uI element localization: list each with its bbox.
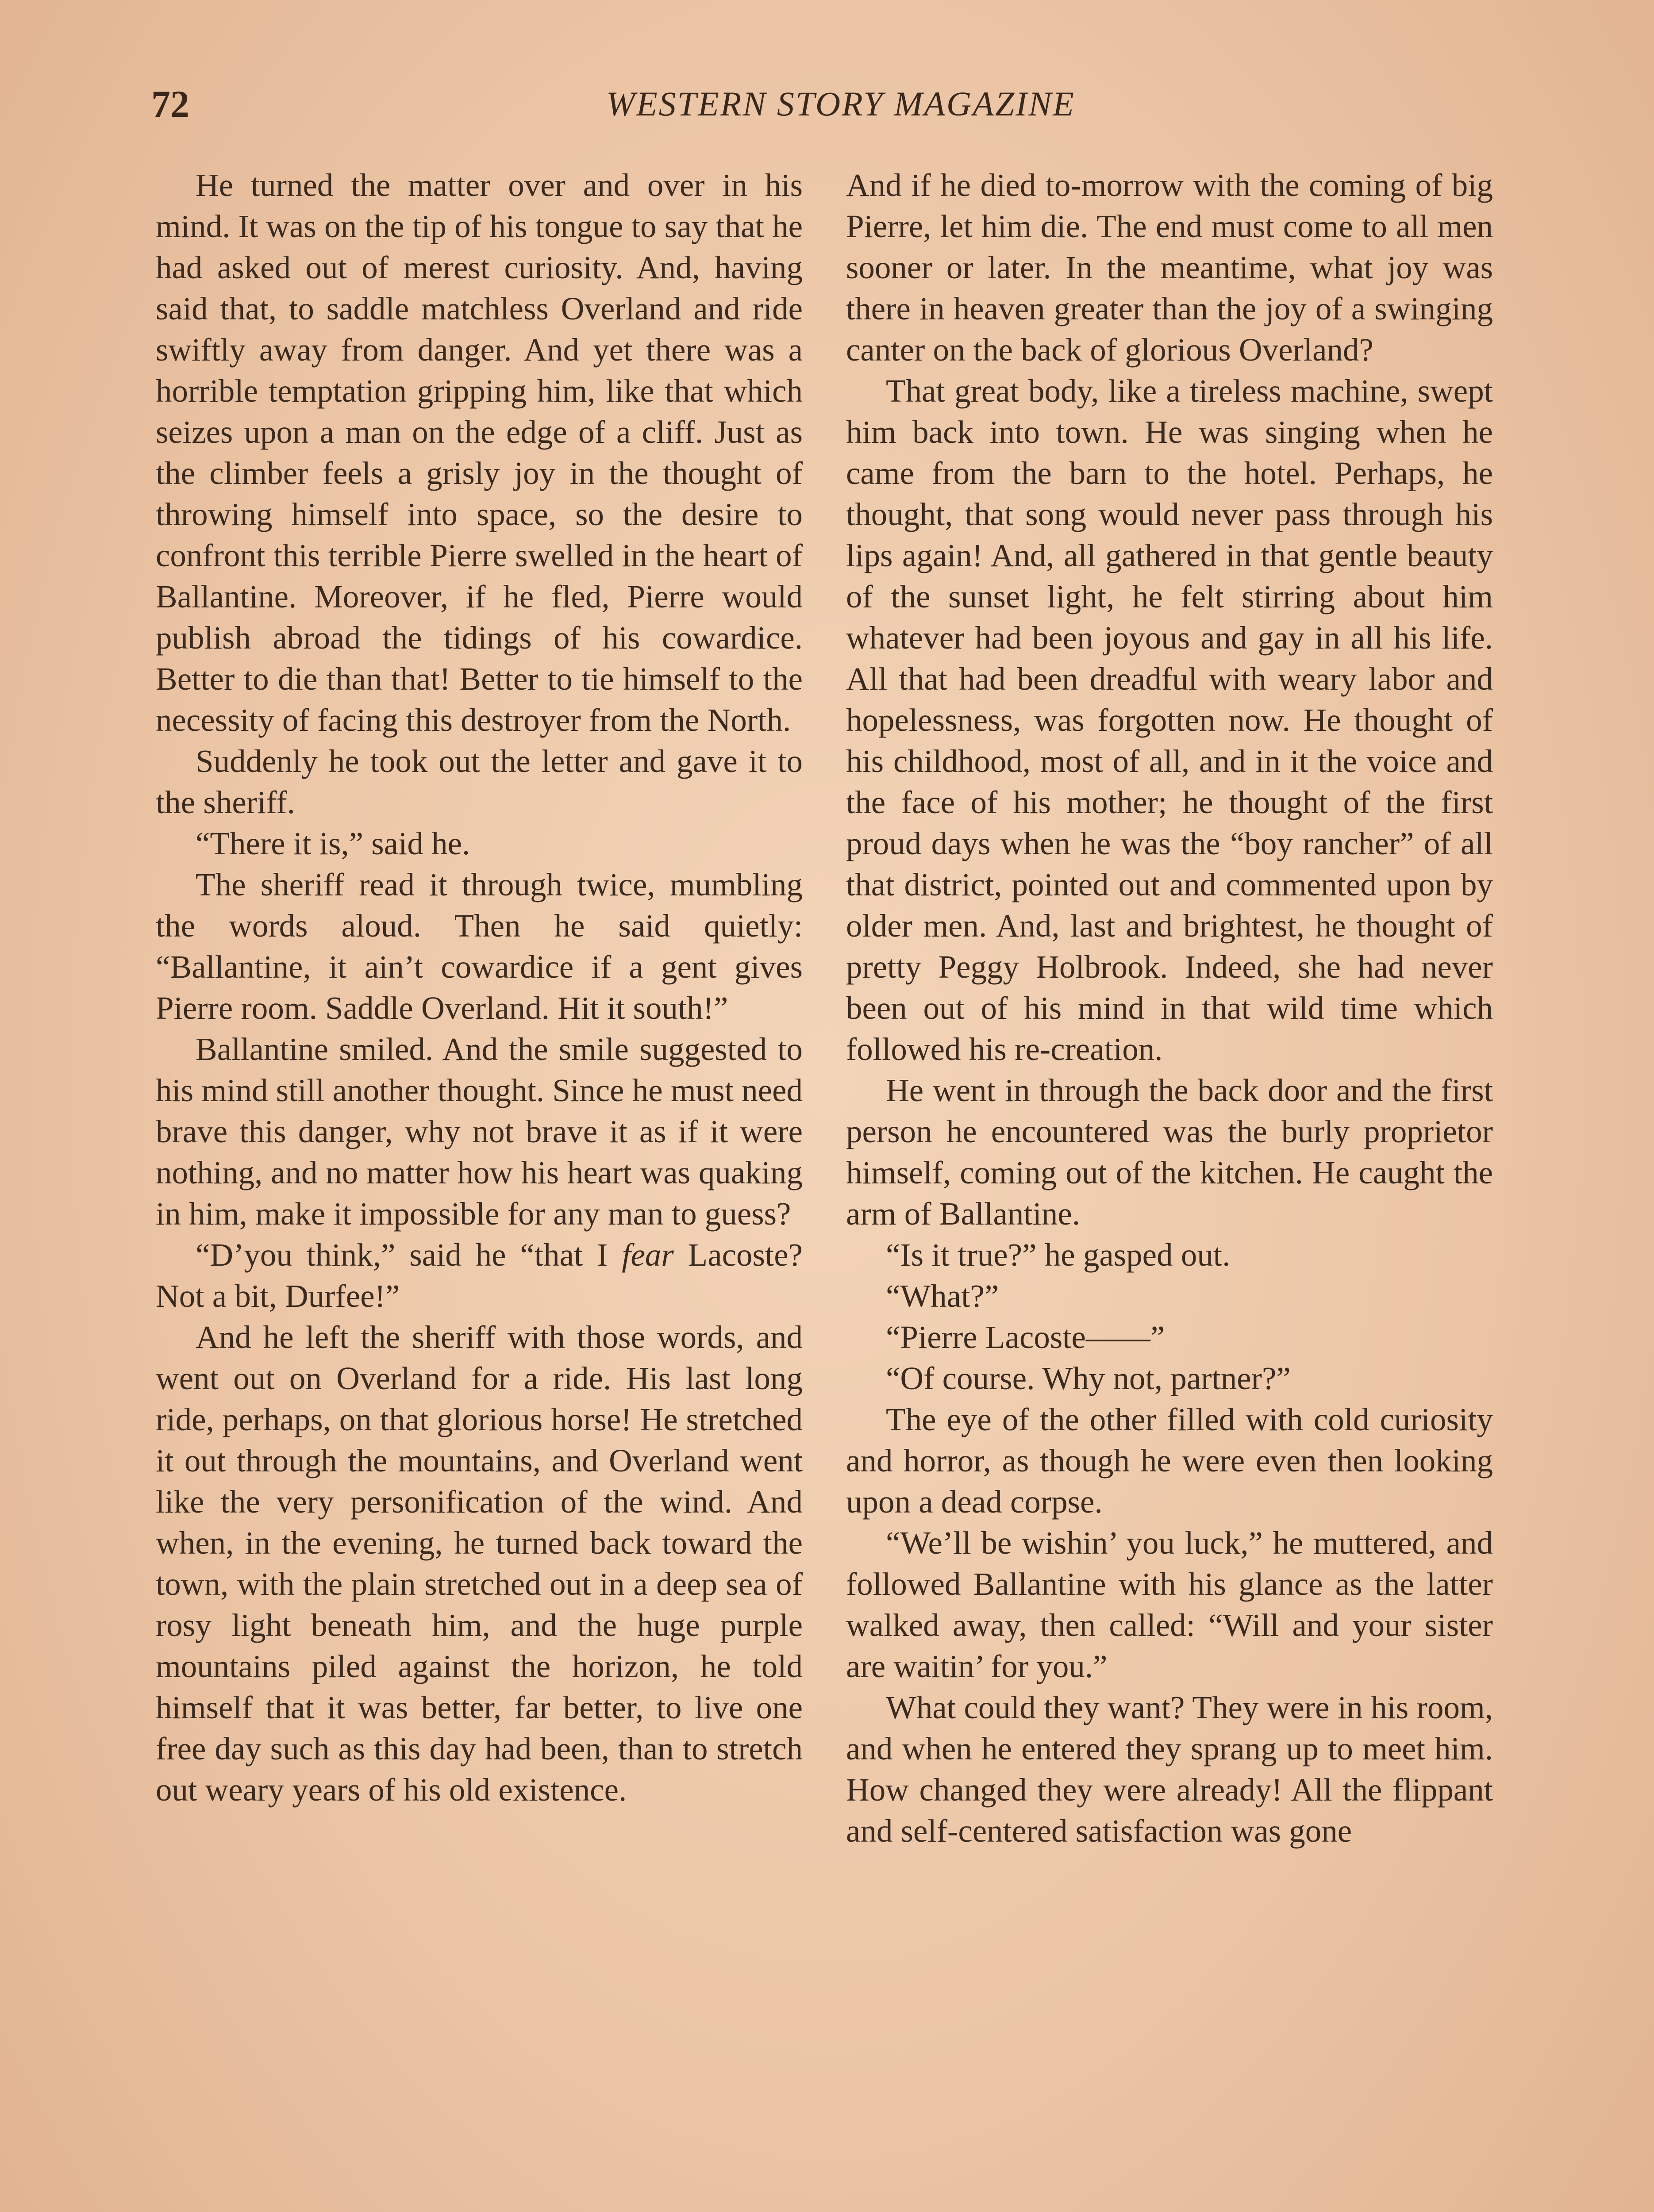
paragraph: “There it is,” said he. bbox=[196, 826, 470, 861]
paragraph: Suddenly he took out the letter and gave it to the sheriff. bbox=[156, 743, 803, 820]
right-column bbox=[846, 165, 1493, 2212]
paragraph-text: Lacoste? Not a bit, Durfee!” bbox=[156, 1237, 803, 1314]
paragraph: “We’ll be wishin’ you luck,” he muttered, and followed Ballantine with his glance as the latter walked away, then called: “Will and your sister are waitin’ for you.” bbox=[846, 1525, 1493, 1684]
emphasis-text: fear bbox=[622, 1237, 674, 1273]
paragraph: He went in through the back door and the first person he encountered was the burly proprietor himself, coming out of the kitchen. He caught the arm of Ballantine. bbox=[846, 1072, 1493, 1232]
paragraph: “Pierre Lacoste——” bbox=[886, 1319, 1165, 1355]
page-number: 72 bbox=[151, 83, 189, 125]
paragraph: The eye of the other filled with cold curiosity and horror, as though he were even then looking upon a dead corpse. bbox=[846, 1402, 1493, 1520]
paragraph: What could they want? They were in his room, and when he entered they sprang up to meet him. How changed they were already! All the flippant and self-centered satisfaction was gone bbox=[846, 1690, 1493, 1849]
left-column bbox=[156, 165, 803, 2212]
paragraph: And he left the sheriff with those words, and went out on Overland for a ride. His last long ride, perhaps, on that glorious horse! He stretched it out through the mountains, and Overland went like the very personification of the wind. And when, in the evening, he turned back toward the town, with the plain stretched out in a deep sea of rosy light beneath him, and the huge purple mountains piled against the horizon, he told himself that it was better, far better, to live one free day such as this day had been, than to stretch out weary years of his old existence. bbox=[156, 1319, 803, 1808]
paragraph: “What?” bbox=[886, 1278, 999, 1314]
paragraph bbox=[156, 1234, 803, 1317]
paragraph: He turned the matter over and over in his mind. It was on the tip of his tongue to say that he had asked out of merest curiosity. And, having said that, to saddle matchless Overland and ride swiftly away from danger. And yet there was a horrible temptation gripping him, like that which seizes upon a man on the edge of a cliff. Just as the climber feels a grisly joy in the thought of throwing himself into space, so the desire to confront this terrible Pierre swelled in the heart of Ballantine. Moreover, if he fled, Pierre would publish abroad the tidings of his cowardice. Better to die than that! Better to tie himself to the necessity of facing this destroyer from the North. bbox=[156, 167, 803, 738]
paragraph: Ballantine smiled. And the smile suggested to his mind still another thought. Since he must need brave this danger, why not brave it as if it were nothing, and no matter how his heart was quaking in him, make it impossible for any man to guess? bbox=[156, 1031, 803, 1232]
continued-paragraph: And if he died to-morrow with the coming of big Pierre, let him die. The end must come to all men sooner or later. In the meantime, what joy was there in heaven greater than the joy of a swinging canter on the back of glorious Overland? bbox=[846, 167, 1493, 368]
paragraph-text: “D’you think,” said he “that I bbox=[196, 1237, 622, 1273]
paragraph: “Of course. Why not, partner?” bbox=[886, 1360, 1291, 1396]
paragraph: That great body, like a tireless machine, swept him back into town. He was singing when he came from the barn to the hotel. Perhaps, he thought, that song would never pass through his lips again! And, all gathered in that gentle beauty of the sunset light, he felt stirring about him whatever had been joyous and gay in all his life. All that had been dreadful with weary labor and hopelessness, was forgotten now. He thought of his childhood, most of all, and in it the voice and the face of his mother; he thought of the first proud days when he was the “boy rancher” of all that district, pointed out and commented upon by older men. And, last and brightest, he thought of pretty Peggy Holbrook. Indeed, she had never been out of his mind in that wild time which followed his re-creation. bbox=[846, 373, 1493, 1067]
paragraph: The sheriff read it through twice, mumbling the words aloud. Then he said quietly: “Ballantine, it ain’t cowardice if a gent gives Pierre room. Saddle Overland. Hit it south!” bbox=[156, 867, 803, 1026]
paragraph: “Is it true?” he gasped out. bbox=[886, 1237, 1231, 1273]
running-head: WESTERN STORY MAGAZINE bbox=[606, 84, 1075, 123]
